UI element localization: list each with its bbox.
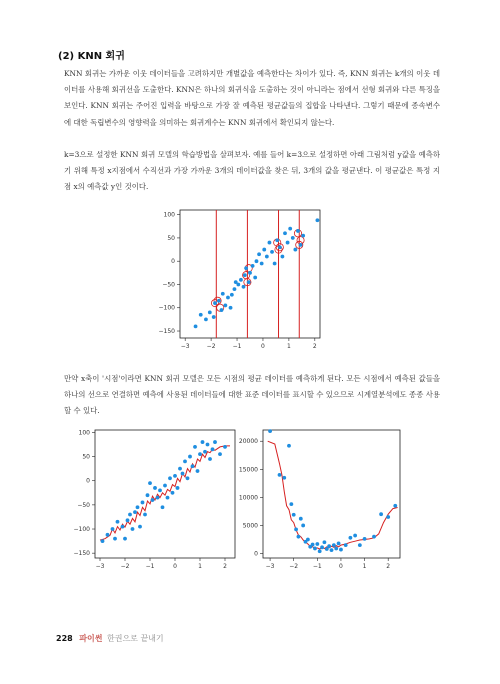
data-point (156, 496, 160, 500)
data-point (213, 301, 217, 305)
data-point (323, 540, 327, 544)
x-tick-label: −3 (180, 343, 190, 350)
data-point (289, 502, 293, 506)
data-point (198, 452, 202, 456)
paragraph-k3-example: k=3으로 설정한 KNN 회귀 모델의 학습방법을 살펴보자. 예를 들어 k=3으로 설정하면 아래 그림처럼 y값을 예측하기 위해 특정 x지점에서 수직선과 가장 가까운 3개의 데이터값을 찾은 뒤, 3개의 값을 평균낸다. 이 평균값은 특정 지점 x의 예측값 y인 것이다. (64, 150, 440, 192)
data-point (275, 238, 279, 242)
data-point (260, 262, 264, 266)
x-tick-label: −2 (206, 343, 216, 350)
data-point (201, 440, 205, 444)
data-point (211, 447, 215, 451)
data-point (257, 252, 261, 256)
data-point (111, 527, 115, 531)
data-point (244, 266, 248, 270)
data-point (141, 501, 145, 505)
data-point (353, 534, 357, 538)
data-point (287, 444, 291, 448)
data-point (116, 520, 120, 524)
y-tick-label: 50 (167, 234, 175, 242)
y-tick-label: −100 (73, 526, 90, 534)
x-tick-label: −1 (312, 563, 322, 570)
data-point (101, 539, 105, 543)
data-point (191, 464, 195, 468)
y-tick-label: −150 (158, 328, 175, 336)
data-point (255, 259, 259, 263)
data-point (106, 533, 110, 537)
data-point (136, 505, 140, 509)
x-tick-label: −3 (95, 563, 105, 570)
data-point (199, 313, 203, 317)
page-number: 228 (56, 634, 73, 643)
data-point (226, 296, 230, 300)
data-point (288, 227, 292, 231)
x-tick-label: 0 (339, 563, 343, 570)
data-point (268, 429, 272, 433)
data-point (316, 218, 320, 222)
data-point (153, 486, 157, 490)
y-tick-label: 0 (171, 258, 175, 266)
data-point (265, 255, 269, 259)
knn-regression-linear-chart (70, 425, 240, 575)
y-tick-label: 100 (163, 211, 175, 219)
data-point (203, 450, 207, 454)
data-point (301, 234, 305, 238)
y-tick-label: 100 (78, 429, 90, 437)
footer-book-name: 파이썬 (79, 634, 103, 643)
data-point (297, 535, 301, 539)
data-point (311, 543, 315, 547)
x-tick-label: −3 (265, 563, 275, 570)
data-point (178, 467, 182, 471)
y-tick-label: 0 (254, 550, 258, 558)
data-point (213, 440, 217, 444)
data-point (270, 250, 274, 254)
data-point (151, 498, 155, 502)
x-tick-label: −1 (232, 343, 242, 350)
paragraph-knn-intro: KNN 회귀는 가까운 이웃 데이터들을 고려하지만 개별값을 예측한다는 차이가 있다. 즉, KNN 회귀는 k개의 이웃 데이터를 사용해 회귀선을 도출한다. KNN은 하나의 회귀식을 도출하는 것이 아니라는 점에서 선형 회귀와 다른 특징을 보인다. KNN 회귀는 주어진 입력을 바탕으로 가장 잘 예측된 평균값들의 집합을 나타낸다. 그렇기 때문에 종속변수에 대한 독립변수의 영향력을 의미하는 회귀계수는 KNN 회귀에서 확인되지 않는다. (64, 69, 440, 127)
x-tick-label: 0 (261, 343, 265, 350)
x-tick-label: −2 (289, 563, 299, 570)
data-point (212, 315, 216, 319)
data-point (208, 457, 212, 461)
data-point (253, 276, 257, 280)
data-point (233, 287, 237, 291)
data-point (299, 243, 303, 247)
data-point (183, 459, 187, 463)
data-point (186, 476, 190, 480)
data-point (206, 443, 210, 447)
data-point (243, 273, 247, 277)
data-point (282, 476, 286, 480)
data-point (273, 262, 277, 266)
y-tick-label: 15000 (238, 466, 258, 474)
knn-k3-illustration-chart (155, 205, 325, 355)
data-point (386, 515, 390, 519)
y-tick-label: 10000 (238, 494, 258, 502)
knn-regression-curve-chart (235, 425, 405, 575)
data-point (123, 537, 127, 541)
data-point (320, 545, 324, 549)
data-point (262, 248, 266, 252)
data-point (194, 324, 198, 328)
data-point (393, 504, 397, 508)
data-point (278, 245, 282, 249)
data-point (181, 472, 185, 476)
data-point (379, 512, 383, 516)
data-point (334, 547, 338, 551)
y-tick-label: 20000 (238, 438, 258, 446)
x-tick-label: 1 (198, 563, 202, 570)
data-point (332, 543, 336, 547)
x-tick-label: 1 (286, 343, 291, 350)
data-point (230, 293, 234, 297)
data-point (315, 542, 319, 546)
data-point (121, 525, 125, 529)
y-tick-label: 5000 (242, 522, 258, 530)
data-point (223, 304, 227, 308)
data-point (133, 510, 137, 514)
data-point (339, 548, 343, 552)
data-point (281, 255, 285, 259)
data-point (148, 481, 152, 485)
data-point (128, 513, 132, 517)
data-point (372, 535, 376, 539)
y-tick-label: 0 (86, 477, 90, 485)
data-point (299, 517, 303, 521)
data-point (363, 537, 367, 541)
data-point (330, 548, 334, 552)
data-point (293, 248, 297, 252)
data-point (268, 241, 272, 245)
data-point (286, 241, 290, 245)
data-point (344, 543, 348, 547)
section-heading: (2) KNN 회귀 (58, 51, 125, 62)
data-point (247, 280, 251, 284)
data-point (248, 271, 252, 275)
page-footer (56, 633, 164, 644)
data-point (131, 527, 135, 531)
data-point (220, 308, 224, 312)
y-tick-label: −50 (162, 281, 175, 289)
data-point (358, 543, 362, 547)
data-point (166, 496, 170, 500)
data-point (223, 445, 227, 449)
plot-frame (263, 430, 400, 558)
data-point (126, 518, 130, 522)
data-point (163, 484, 167, 488)
data-point (292, 513, 296, 517)
y-tick-label: −150 (73, 550, 90, 558)
data-point (337, 542, 341, 546)
data-point (161, 505, 165, 509)
y-tick-label: −100 (158, 304, 175, 312)
x-tick-label: 1 (362, 563, 367, 570)
data-point (176, 486, 180, 490)
data-point (251, 264, 255, 268)
data-point (113, 537, 117, 541)
data-point (301, 524, 305, 528)
data-point (294, 527, 298, 531)
data-point (196, 469, 200, 473)
data-point (283, 231, 287, 235)
y-tick-label: 50 (82, 453, 90, 461)
data-point (218, 452, 222, 456)
y-tick-label: −50 (77, 501, 90, 509)
data-point (217, 299, 221, 303)
data-point (193, 445, 197, 449)
data-point (146, 493, 150, 497)
data-point (327, 544, 331, 548)
data-point (143, 513, 147, 517)
data-point (173, 474, 177, 478)
data-point (138, 525, 142, 529)
data-point (313, 547, 317, 551)
x-tick-label: −2 (120, 563, 130, 570)
data-point (171, 491, 175, 495)
data-point (168, 476, 172, 480)
x-tick-label: 2 (312, 343, 317, 350)
data-point (208, 311, 212, 315)
data-point (158, 488, 162, 492)
data-point (204, 317, 208, 321)
x-tick-label: 2 (386, 563, 391, 570)
x-tick-label: 2 (223, 563, 227, 570)
data-point (221, 292, 225, 296)
data-point (188, 455, 192, 459)
data-point (348, 536, 352, 540)
paragraph-time-series: 만약 x축이 '시점'이라면 KNN 회귀 모델은 모든 시점의 평균 데이터를 예측하게 된다. 모든 시점에서 예측된 값들을 하나의 선으로 연결하면 예측에 사용된 데이터들에 대한 표준 데이터를 표시할 수 있으므로 시계열분석에도 종종 사용할 수 있다. (64, 374, 440, 416)
footer-book-subtitle: 한권으로 끝내기 (106, 634, 164, 643)
data-point (229, 306, 233, 310)
data-point (239, 278, 243, 282)
data-point (296, 229, 300, 233)
x-tick-label: 0 (173, 563, 177, 570)
data-point (291, 236, 295, 240)
data-point (236, 283, 240, 287)
x-tick-label: −1 (145, 563, 155, 570)
data-point (318, 549, 322, 553)
data-point (242, 285, 246, 289)
data-point (278, 473, 282, 477)
data-point (306, 538, 310, 542)
